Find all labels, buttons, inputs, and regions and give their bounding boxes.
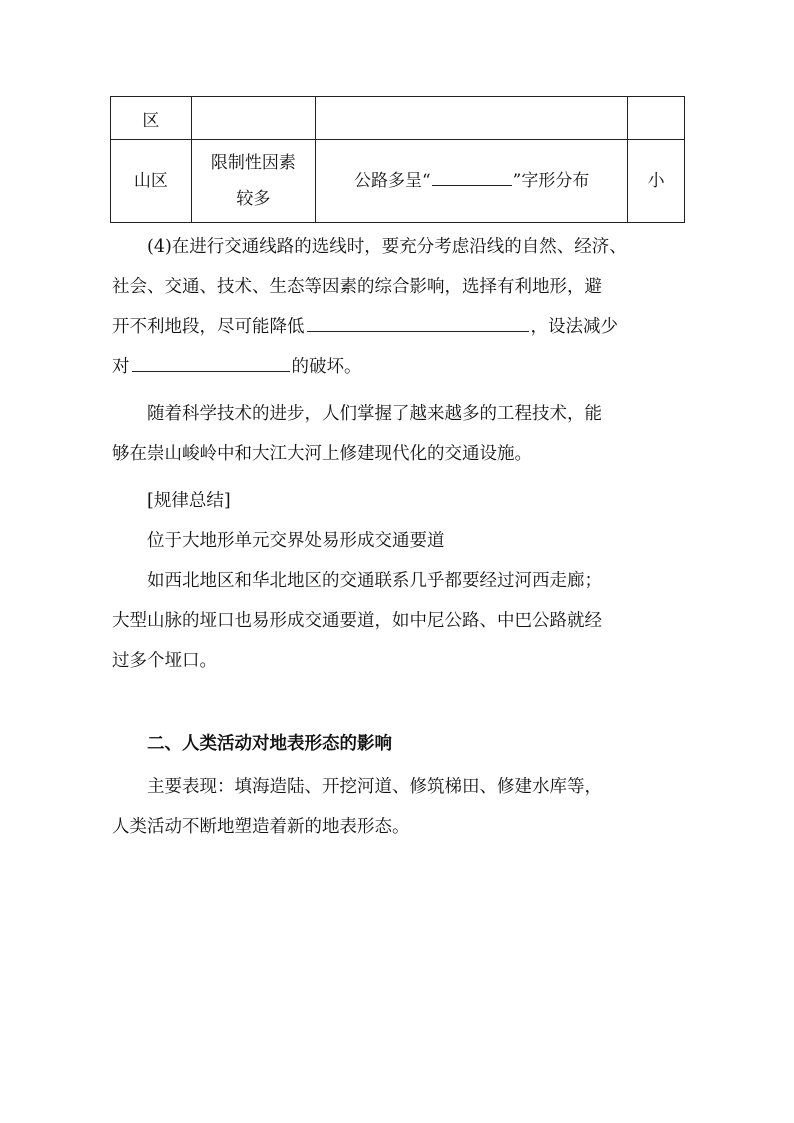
tech-line: 随着科学技术的进步，人们掌握了越来越多的工程技术，能 xyxy=(147,404,602,424)
fill-in-blank[interactable] xyxy=(132,355,290,372)
q4-line xyxy=(112,353,362,378)
summary-line: 如西北地区和华北地区的交通联系几乎都要经过河西走廊； xyxy=(147,571,602,591)
tech-line: 够在崇山峻岭中和大江大河上修建现代化的交通设施。 xyxy=(112,444,532,464)
table-cell: 区 xyxy=(111,97,192,140)
fill-in-blank[interactable] xyxy=(432,171,512,186)
section-heading: 二、人类活动对地表形态的影响 xyxy=(147,734,392,754)
table-cell xyxy=(316,140,628,223)
q4-text: ，设法减少 xyxy=(530,317,618,337)
summary-line: 过多个垭口。 xyxy=(112,651,217,671)
section-line: 主要表现：填海造陆、开挖河道、修筑梯田、修建水库等， xyxy=(147,777,602,797)
fill-in-blank[interactable] xyxy=(307,315,529,332)
table-cell xyxy=(628,97,685,140)
q4-text: 开不利地段，尽可能降低 xyxy=(112,317,305,337)
summary-line: 大型山脉的垭口也易形成交通要道，如中尼公路、中巴公路就经 xyxy=(112,611,602,631)
road-layout-table xyxy=(110,96,685,223)
section-line: 人类活动不断地塑造着新的地表形态。 xyxy=(112,817,410,837)
cell-text-line: 较多 xyxy=(236,189,271,209)
table-cell xyxy=(191,140,315,223)
cell-text-line: 限制性因素 xyxy=(210,153,296,173)
table-cell xyxy=(191,97,315,140)
cell-text: 公路多呈“ xyxy=(353,171,431,191)
q4-text: 的破坏。 xyxy=(291,357,362,377)
q4-line: 社会、交通、技术、生态等因素的综合影响，选择有利地形，避 xyxy=(112,277,602,297)
table-row xyxy=(111,97,685,140)
table-cell: 小 xyxy=(628,140,685,223)
table-row xyxy=(111,140,685,223)
cell-text: ”字形分布 xyxy=(512,171,590,191)
table-cell: 山区 xyxy=(111,140,192,223)
q4-line: (4)在进行交通线路的选线时，要充分考虑沿线的自然、经济、 xyxy=(147,237,627,257)
q4-text: 对 xyxy=(112,357,130,377)
table-cell xyxy=(316,97,628,140)
q4-line xyxy=(112,313,618,338)
summary-point: 位于大地形单元交界处易形成交通要道 xyxy=(147,531,445,551)
summary-title: [规律总结] xyxy=(147,491,231,511)
